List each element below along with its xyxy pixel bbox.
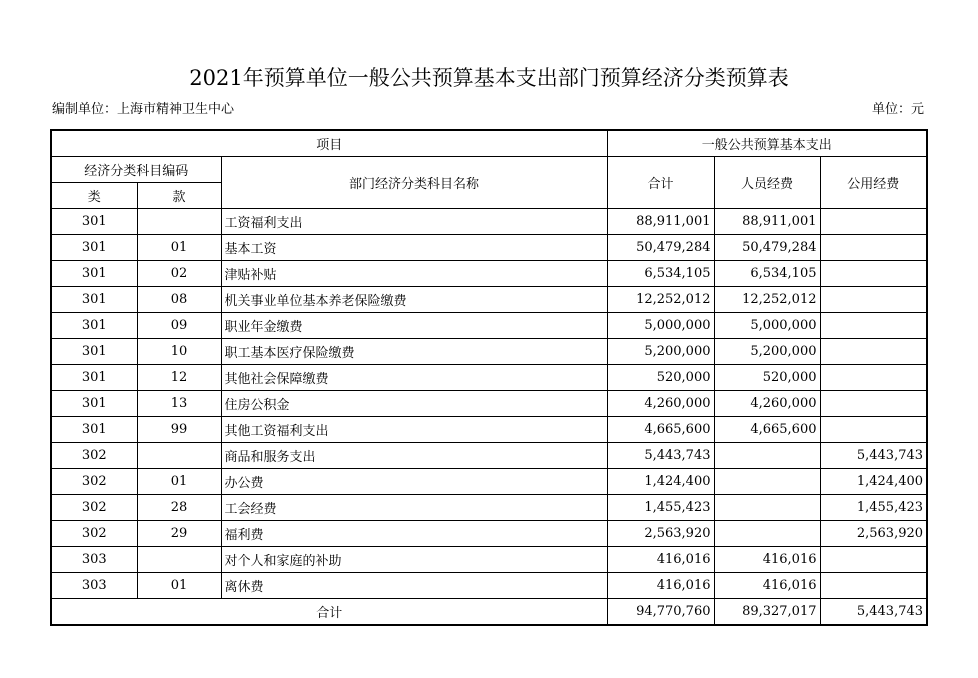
unit-label: 单位：元 [871, 102, 924, 117]
row-category: 301 [51, 209, 137, 235]
total-public: 5,443,743 [820, 599, 927, 626]
row-name: 住房公积金 [221, 391, 607, 417]
header-econ-code: 经济分类科目编码 [51, 157, 221, 183]
row-name: 离休费 [221, 573, 607, 599]
row-name: 办公费 [221, 469, 607, 495]
row-name: 对个人和家庭的补助 [221, 547, 607, 573]
table-row [51, 391, 927, 417]
row-public: 2,563,920 [820, 521, 927, 547]
table-row [51, 287, 927, 313]
row-name: 其他工资福利支出 [221, 417, 607, 443]
row-item: 09 [137, 313, 221, 339]
table-header [51, 130, 927, 209]
table-row [51, 313, 927, 339]
table-body [51, 209, 927, 599]
row-name: 工资福利支出 [221, 209, 607, 235]
row-category: 302 [51, 469, 137, 495]
row-category: 302 [51, 495, 137, 521]
header-category: 类 [51, 183, 137, 209]
row-name: 职工基本医疗保险缴费 [221, 339, 607, 365]
table-row [51, 469, 927, 495]
row-public [820, 313, 927, 339]
row-name: 基本工资 [221, 235, 607, 261]
row-category: 302 [51, 443, 137, 469]
table-row [51, 417, 927, 443]
row-total: 50,479,284 [607, 235, 714, 261]
table-row [51, 521, 927, 547]
row-category: 301 [51, 365, 137, 391]
row-personnel: 520,000 [714, 365, 820, 391]
total-row [51, 599, 927, 626]
row-public [820, 287, 927, 313]
row-item: 29 [137, 521, 221, 547]
row-public: 1,455,423 [820, 495, 927, 521]
row-total: 5,443,743 [607, 443, 714, 469]
row-total: 6,534,105 [607, 261, 714, 287]
row-total: 416,016 [607, 547, 714, 573]
header-general-budget: 一般公共预算基本支出 [607, 130, 927, 157]
row-category: 301 [51, 339, 137, 365]
row-name: 其他社会保障缴费 [221, 365, 607, 391]
row-personnel [714, 495, 820, 521]
row-category: 301 [51, 261, 137, 287]
header-total: 合计 [607, 157, 714, 209]
table-row [51, 495, 927, 521]
row-total: 2,563,920 [607, 521, 714, 547]
row-name: 机关事业单位基本养老保险缴费 [221, 287, 607, 313]
page-title: 2021年预算单位一般公共预算基本支出部门预算经济分类预算表 [189, 66, 789, 90]
row-personnel: 88,911,001 [714, 209, 820, 235]
row-category: 303 [51, 547, 137, 573]
row-total: 4,260,000 [607, 391, 714, 417]
row-public: 5,443,743 [820, 443, 927, 469]
row-total: 416,016 [607, 573, 714, 599]
row-total: 5,000,000 [607, 313, 714, 339]
budget-table [50, 129, 928, 626]
row-public [820, 339, 927, 365]
row-name: 商品和服务支出 [221, 443, 607, 469]
header-name: 部门经济分类科目名称 [221, 157, 607, 209]
row-total: 5,200,000 [607, 339, 714, 365]
row-name: 津贴补贴 [221, 261, 607, 287]
row-category: 301 [51, 313, 137, 339]
total-personnel: 89,327,017 [714, 599, 820, 626]
row-item [137, 443, 221, 469]
row-category: 301 [51, 287, 137, 313]
table-row [51, 547, 927, 573]
row-personnel [714, 469, 820, 495]
table-row [51, 339, 927, 365]
row-public [820, 209, 927, 235]
row-category: 301 [51, 391, 137, 417]
row-item [137, 547, 221, 573]
header-public: 公用经费 [820, 157, 927, 209]
row-category: 302 [51, 521, 137, 547]
row-total: 1,455,423 [607, 495, 714, 521]
row-total: 4,665,600 [607, 417, 714, 443]
row-item: 02 [137, 261, 221, 287]
row-public [820, 573, 927, 599]
row-item: 08 [137, 287, 221, 313]
row-item: 01 [137, 573, 221, 599]
row-total: 12,252,012 [607, 287, 714, 313]
row-personnel: 12,252,012 [714, 287, 820, 313]
header-personnel: 人员经费 [714, 157, 820, 209]
row-personnel: 5,200,000 [714, 339, 820, 365]
row-personnel: 6,534,105 [714, 261, 820, 287]
row-name: 工会经费 [221, 495, 607, 521]
row-personnel: 4,260,000 [714, 391, 820, 417]
row-personnel: 5,000,000 [714, 313, 820, 339]
row-item: 12 [137, 365, 221, 391]
row-category: 301 [51, 235, 137, 261]
row-personnel: 50,479,284 [714, 235, 820, 261]
row-item: 28 [137, 495, 221, 521]
table-row [51, 443, 927, 469]
table-row [51, 209, 927, 235]
row-item: 01 [137, 469, 221, 495]
table-row [51, 235, 927, 261]
row-personnel: 4,665,600 [714, 417, 820, 443]
row-personnel [714, 443, 820, 469]
row-personnel [714, 521, 820, 547]
row-public [820, 365, 927, 391]
row-total: 520,000 [607, 365, 714, 391]
row-total: 88,911,001 [607, 209, 714, 235]
row-item: 10 [137, 339, 221, 365]
row-item [137, 209, 221, 235]
row-public [820, 235, 927, 261]
row-name: 职业年金缴费 [221, 313, 607, 339]
row-public [820, 547, 927, 573]
total-sum: 94,770,760 [607, 599, 714, 626]
row-public [820, 261, 927, 287]
total-label: 合计 [51, 599, 607, 626]
row-name: 福利费 [221, 521, 607, 547]
row-personnel: 416,016 [714, 573, 820, 599]
org-label: 编制单位：上海市精神卫生中心 [52, 102, 235, 117]
row-public [820, 391, 927, 417]
row-item: 99 [137, 417, 221, 443]
row-public [820, 417, 927, 443]
header-item: 款 [137, 183, 221, 209]
row-category: 303 [51, 573, 137, 599]
table-row [51, 365, 927, 391]
row-category: 301 [51, 417, 137, 443]
table-row [51, 573, 927, 599]
table-row [51, 261, 927, 287]
row-item: 13 [137, 391, 221, 417]
row-personnel: 416,016 [714, 547, 820, 573]
row-total: 1,424,400 [607, 469, 714, 495]
header-project: 项目 [51, 130, 607, 157]
row-public: 1,424,400 [820, 469, 927, 495]
row-item: 01 [137, 235, 221, 261]
